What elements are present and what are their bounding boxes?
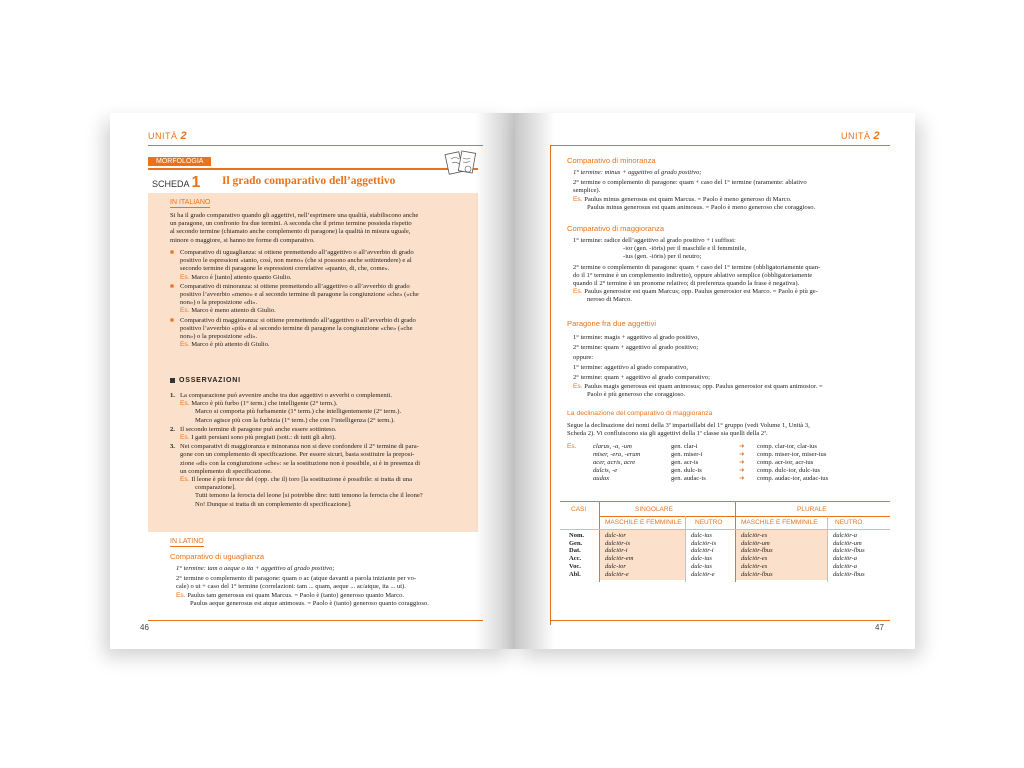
intro-paragraph: Si ha il grado comparativo quando gli aggettivi, nell’esprimere una qualità, stabiliscono anche un paragone, un confronto fra due termini. A seconda che il primo termine possieda rispetto al secondo termine (chiamato anche complemento di paragone) la qualità in misura uguale, minore o maggiore, si hanno tre forme di comparativo. <box>170 212 419 244</box>
table-header-singolare: SINGOLARE <box>635 506 673 513</box>
declinazione-intro: Segue la declinazione dei nomi della 3ª imparisillabi del 1° gruppo (vedi Volume 1, Unità 3, Scheda 2). Vi confluiscono sia gli aggettivi della 1ª classe sia quelli della 2ª. <box>567 422 810 438</box>
unit-header-right: UNITÀ 2 <box>841 130 881 142</box>
right-page <box>515 113 915 649</box>
book-illustration-icon <box>444 149 478 179</box>
table-sub-mf-sing: MASCHILE E FEMMINILE <box>605 519 682 526</box>
maggioranza-body: 1° termine: radice dell’aggettivo al grado positivo + i suffissi: -ior (gen. -iōris) per il maschile e il femminile, -ius (gen. -iōris) per il neutro; 2° termine o complemento di paragone: quam + caso del 1° termine (obbligatoriamente quan- do il 1° termine è un complemento indiretto), oppure ablativo semplice (obbligatoriamente quando il 2° termine è un pronome relativo; di preferenza quando la frase è negativa). Es. Paulus generosior est quam Marcus; opp. Paulus generosior est Marco. = Paolo è più ge- neroso di Marco. <box>573 237 821 304</box>
heading-uguaglianza: Comparativo di uguaglianza <box>170 552 265 561</box>
table-sub-neutro-sing: NEUTRO <box>695 519 723 526</box>
uguaglianza-body: 1° termine: tam o aeque o ita + aggettivo al grado positivo; 2° termine o complemento di paragone: quam o ac (atque davanti a parola iniziante per vo- cale) o ut + caso del 1° termine (correlazioni: tam ... quam, aeque ... ac/atque, ita ... ut). Es. Paulus tam generosus est quam Marcus. = Paolo è (tanto) generoso quanto Marco. Paulus aeque generosus est atque animosus. = Paolo è (tanto) generoso quanto coraggioso. <box>176 565 429 607</box>
heading-minoranza: Comparativo di minoranza <box>567 156 656 165</box>
heading-maggioranza: Comparativo di maggioranza <box>567 224 665 233</box>
section-in-latino: IN LATINO <box>170 538 204 545</box>
heading-paragone: Paragone fra due aggettivi <box>567 319 657 328</box>
obs-3: 3. Nei comparativi di maggioranza e minoranza non si deve confondere il 2° termine di para- gone con un complemento di specificazione. Per essere sicuri, basta sostituire la preposi- zione «di» con la congiunzione «che»: se la sostituzione non è possibile, si è in presenza di un complemento di specificazione. Es. Il leone è più feroce del (opp. che il) toro [la sostituzione è possibile: si tratta di una comparazione]. Tutti temono la ferocia del leone [si potrebbe dire: tutti temono la ferocia che il leone? No! Dunque si tratta di un complemento di specificazione]. <box>170 443 423 508</box>
scheda-title: Il grado comparativo dell’aggettivo <box>222 175 396 187</box>
bullet-minoranza: ■ Comparativo di minoranza: si ottiene premettendo all’aggettivo o all’avverbio di grado positivo l’avverbio «meno» e al secondo termine di paragone la congiunzione «che» («che non») o la preposizione «di». Es. Marco è meno attento di Giulio. <box>170 282 419 315</box>
bullet-maggioranza: ■ Comparativo di maggioranza: si ottiene premettendo all’aggettivo o all’avverbio di grado positivo l’avverbio «più» e al secondo termine di paragone la congiunzione «che» («che non») o la preposizione «di». Es. Marco è più attento di Giulio. <box>170 316 416 349</box>
declension-list: Es. clarus, -a, -um gen. clar-i ➜ comp. clar-ior, clar-ius miser, -era, -erum gen. miser-i ➜ comp. miser-ior, miser-ius acer, acris, acre gen. acr-is ➜ comp. acr-ior, acr-ius dulcis, -e gen. dulc-is ➜ comp. dulc-ior, dulc-ius audax gen. audac-is ➜ comp. audac-ior, audac-ius <box>567 443 829 482</box>
table-sub-mf-plur: MASCHILE E FEMMINILE <box>741 519 818 526</box>
unit-header-left: UNITÀ 2 <box>148 130 188 142</box>
osservazioni-heading: OSSERVAZIONI <box>170 377 241 384</box>
obs-1: 1. La comparazione può avvenire anche tra due aggettivi o avverbi o complementi. Es. Marco è più furbo (1° term.) che intelligente (2° term.). Marco si comporta più furbamente (1° term.) che intelligentemente (2° term.). Marco agisce più con la furbizia (1° term.) che con l’intelligenza (2° term.). <box>170 392 402 424</box>
page-number-right: 47 <box>875 623 884 632</box>
paragone-body: 1° termine: magis + aggettivo al grado positivo, 2° termine: quam + aggettivo al grado positivo; oppure: 1° termine: aggettivo al grado comparativo, 2° termine: quam + aggettivo al grado comparativo; Es. Paulus magis generosus est quam animosus; opp. Paulus generosior est quam animosior. = Paolo è più generoso che coraggioso. <box>573 334 823 399</box>
table-header-plurale: PLURALE <box>797 506 827 513</box>
table-sing-n: dulc-ius dulciōr-is dulciōr-i dulc-ius dulc-ius dulciōr-e <box>691 532 717 578</box>
heading-declinazione: La declinazione del comparativo di maggioranza <box>567 410 713 417</box>
page-number-left: 46 <box>140 623 149 632</box>
table-cases: Nom. Gen. Dat. Acc. Voc. Abl. <box>569 532 584 578</box>
left-page <box>110 113 515 649</box>
scheda-header <box>148 168 478 191</box>
table-plur-mf: dulciōr-es dulciōr-um dulciōr-ĭbus dulciōr-es dulciōr-es dulciōr-ĭbus <box>741 532 773 578</box>
table-sub-neutro-plur: NEUTRO <box>835 519 863 526</box>
table-sing-mf: dulc-ior dulciōr-is dulciōr-i dulciōr-em dulc-ior dulciōr-e <box>605 532 634 578</box>
bullet-list <box>170 249 475 349</box>
obs-2: 2. Il secondo termine di paragone può anche essere sottinteso. Es. I gatti persiani sono più pregiati (sott.: di tutti gli altri). <box>170 425 337 442</box>
table-plur-n: dulciōr-a dulciōr-um dulciōr-ĭbus dulciōr-a dulciōr-a dulciōr-ĭbus <box>833 532 865 578</box>
minoranza-body: 1° termine: minus + aggettivo al grado positivo; 2° termine o complemento di paragone: quam + caso del 1° termine (raramente: ablativo semplice). Es. Paulus minus generosus est quam Marcus. = Paolo è meno generoso di Marco. Paulus minus generosus est quam animosus. = Paolo è meno generoso che coraggioso. <box>573 169 816 211</box>
bullet-uguaglianza: ■ Comparativo di uguaglianza: si ottiene premettendo all’aggettivo o all’avverbio di grado positivo le espressioni «tanto, così, non meno» (che si possono anche sottintendere) e al secondo termine di paragone le espressioni correlative «quanto, di, che, come». Es. Marco è [tanto] attento quanto Giulio. <box>170 249 414 281</box>
section-in-italiano: IN ITALIANO <box>170 199 211 206</box>
osservazioni-list <box>170 392 475 509</box>
morfologia-tag: MORFOLOGIA <box>148 157 211 166</box>
table-header-casi: CASI <box>571 506 587 513</box>
scheda-label: SCHEDA 1 <box>152 174 201 191</box>
